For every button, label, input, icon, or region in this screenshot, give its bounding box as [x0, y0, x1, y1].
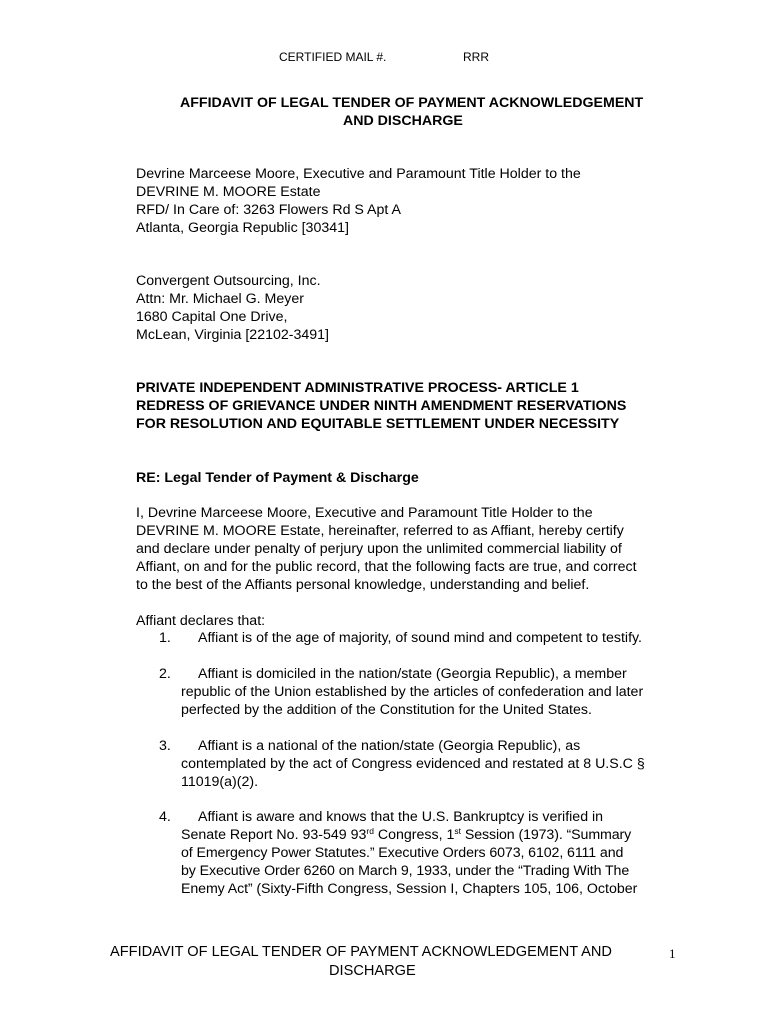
- item-text: republic of the Union established by the articles of confederation and later: [181, 684, 644, 700]
- item-number: 1.: [159, 630, 171, 646]
- intro-line: Affiant, on and for the public record, that the following facts are true, and correct: [136, 559, 637, 575]
- superscript: rd: [366, 826, 374, 836]
- item-text-segment: Session (1973). “Summary: [460, 827, 632, 843]
- process-heading-line: PRIVATE INDEPENDENT ADMINISTRATIVE PROCESS- ARTICLE 1: [136, 380, 579, 396]
- item-number: 4.: [159, 809, 171, 825]
- item-text: 11019(a)(2).: [181, 774, 259, 790]
- document-title-line1: AFFIDAVIT OF LEGAL TENDER OF PAYMENT ACKNOWLEDGEMENT: [180, 95, 644, 111]
- item-text: of Emergency Power Statutes.” Executive Orders 6073, 6102, 6111 and: [181, 845, 624, 861]
- item-text: Affiant is a national of the nation/state (Georgia Republic), as: [198, 738, 581, 754]
- item-text: perfected by the addition of the Constitution for the United States.: [181, 702, 592, 718]
- sender-line: RFD/ In Care of: 3263 Flowers Rd S Apt A: [136, 202, 401, 218]
- certified-mail-label: CERTIFIED MAIL #.: [279, 50, 387, 64]
- item-text-segment: Senate Report No. 93-549 93: [181, 827, 367, 843]
- item-text: [181, 826, 631, 844]
- item-text-segment: Fifth Congress, Session I, Chapters 105, 106, October: [295, 881, 638, 897]
- item-text: Affiant is of the age of majority, of sound mind and competent to testify.: [198, 630, 642, 646]
- item-text: [181, 880, 637, 898]
- sender-line: Atlanta, Georgia Republic [30341]: [136, 220, 349, 236]
- recipient-line: Attn: Mr. Michael G. Meyer: [136, 291, 304, 307]
- footer-title-line2: DISCHARGE: [329, 963, 416, 979]
- item-text-segment: Enemy Act” (Sixty-: [181, 881, 296, 897]
- item-number: 3.: [159, 738, 171, 754]
- re-subject-line: RE: Legal Tender of Payment & Discharge: [136, 470, 419, 486]
- intro-line: I, Devrine Marceese Moore, Executive and Paramount Title Holder to the: [136, 505, 593, 521]
- page-number: 1: [669, 946, 676, 961]
- document-title-line2: AND DISCHARGE: [343, 113, 463, 129]
- superscript: st: [454, 826, 461, 836]
- intro-line: and declare under penalty of perjury upon the unlimited commercial liability of: [136, 541, 622, 557]
- recipient-line: Convergent Outsourcing, Inc.: [136, 273, 321, 289]
- sender-line: DEVRINE M. MOORE Estate: [136, 184, 321, 200]
- recipient-line: McLean, Virginia [22102-3491]: [136, 327, 329, 343]
- process-heading-line: FOR RESOLUTION AND EQUITABLE SETTLEMENT UNDER NECESSITY: [136, 416, 620, 432]
- recipient-line: 1680 Capital One Drive,: [136, 309, 288, 325]
- footer-title-line1: AFFIDAVIT OF LEGAL TENDER OF PAYMENT ACKNOWLEDGEMENT AND: [110, 944, 612, 960]
- item-text: Affiant is domiciled in the nation/state (Georgia Republic), a member: [198, 666, 627, 682]
- item-text-segment: Congress, 1: [373, 827, 455, 843]
- process-heading-line: REDRESS OF GRIEVANCE UNDER NINTH AMENDMENT RESERVATIONS: [136, 398, 627, 414]
- intro-line: DEVRINE M. MOORE Estate, hereinafter, referred to as Affiant, hereby certify: [136, 523, 624, 539]
- item-text: contemplated by the act of Congress evidenced and restated at 8 U.S.C §: [181, 756, 645, 772]
- item-text: by Executive Order 6260 on March 9, 1933, under the “Trading With The: [181, 863, 630, 879]
- item-text: Affiant is aware and knows that the U.S. Bankruptcy is verified in: [198, 809, 604, 825]
- sender-line: Devrine Marceese Moore, Executive and Paramount Title Holder to the: [136, 166, 581, 182]
- item-number: 2.: [159, 666, 171, 682]
- rrr-label: RRR: [463, 50, 489, 64]
- declares-line: Affiant declares that:: [136, 613, 266, 629]
- intro-line: to the best of the Affiants personal knowledge, understanding and belief.: [136, 577, 590, 593]
